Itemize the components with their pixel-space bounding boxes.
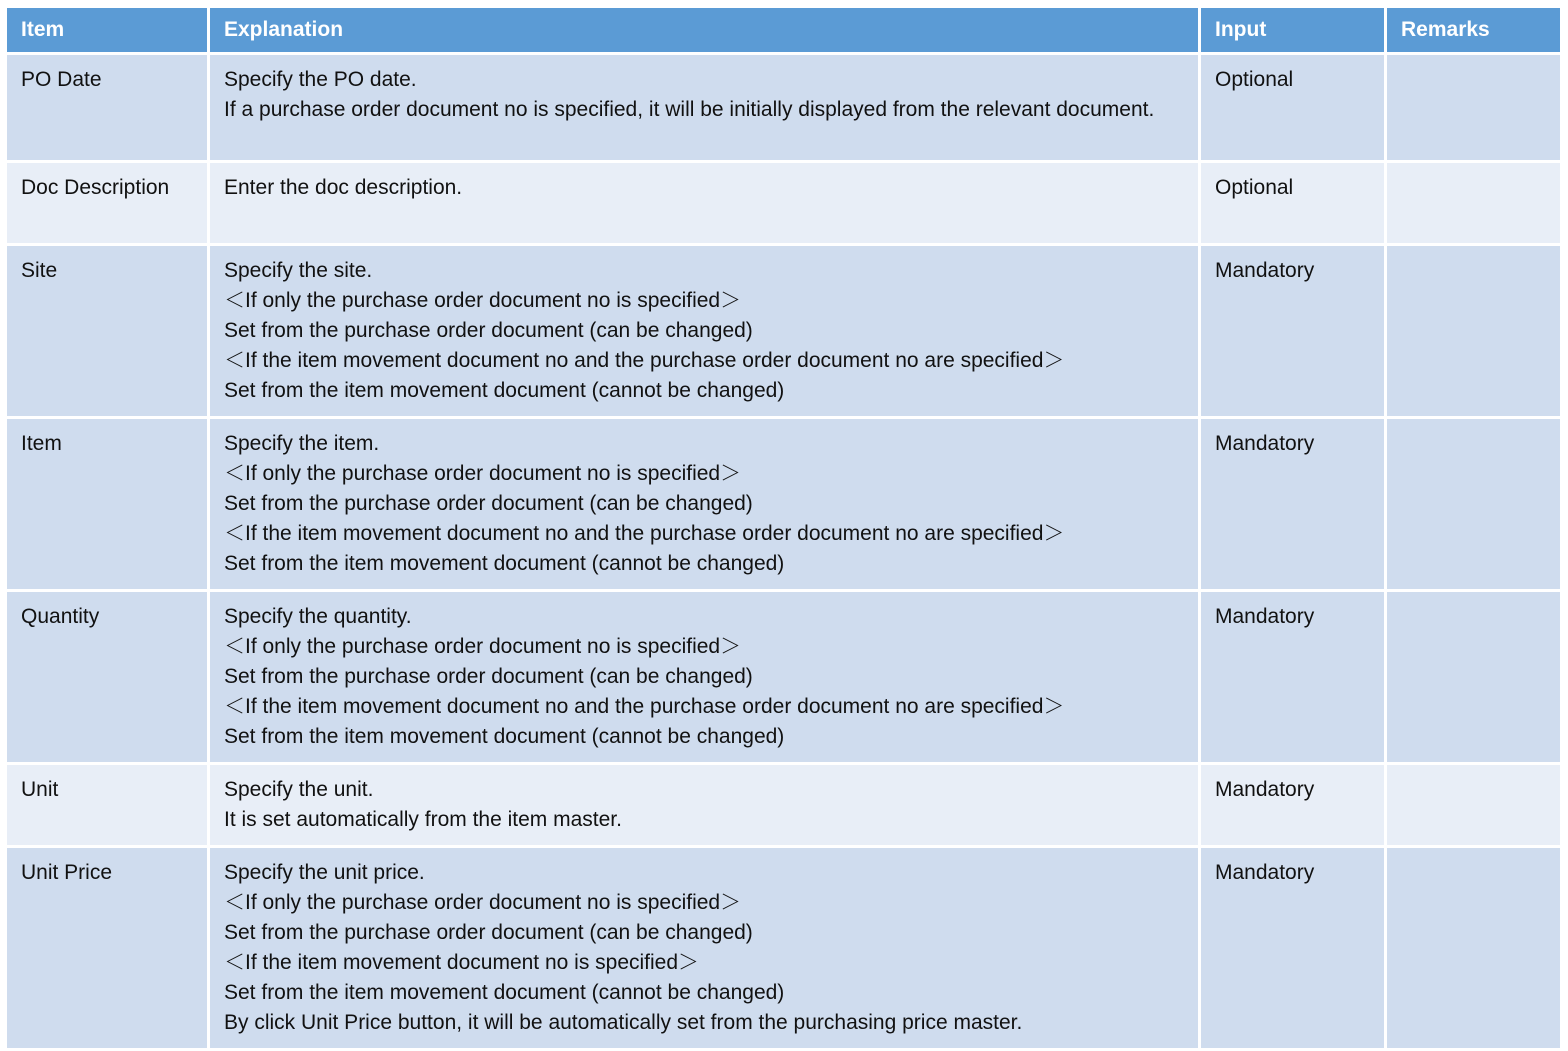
table-body <box>6 54 1562 1050</box>
item-cell: Site <box>6 245 209 418</box>
explanation-line: Set from the purchase order document (can be changed) <box>224 319 753 342</box>
table-row <box>6 591 1562 764</box>
table-row <box>6 847 1562 1050</box>
header-input: Input <box>1200 7 1386 54</box>
item-cell: Unit Price <box>6 847 209 1050</box>
explanation-cell <box>209 591 1200 764</box>
remarks-cell <box>1386 245 1562 418</box>
explanation-line: Specify the site. <box>224 259 373 282</box>
explanation-cell <box>209 847 1200 1050</box>
explanation-line: ＜If only the purchase order document no is specified＞ <box>224 635 742 658</box>
header-remarks: Remarks <box>1386 7 1562 54</box>
explanation-line: Specify the item. <box>224 432 380 455</box>
explanation-line: Enter the doc description. <box>224 176 463 199</box>
explanation-line: ＜If only the purchase order document no is specified＞ <box>224 891 742 914</box>
input-cell: Mandatory <box>1200 245 1386 418</box>
explanation-cell <box>209 54 1200 162</box>
header-explanation: Explanation <box>209 7 1200 54</box>
input-cell: Optional <box>1200 162 1386 245</box>
explanation-cell <box>209 245 1200 418</box>
explanation-line: Specify the quantity. <box>224 605 412 628</box>
explanation-line: ＜If the item movement document no and the purchase order document no are specified＞ <box>224 695 1065 718</box>
remarks-cell <box>1386 591 1562 764</box>
explanation-line: Specify the PO date. <box>224 68 417 91</box>
item-cell: Item <box>6 418 209 591</box>
item-cell: Quantity <box>6 591 209 764</box>
specification-table <box>4 5 1563 1051</box>
input-cell: Mandatory <box>1200 591 1386 764</box>
table-header <box>6 7 1562 54</box>
explanation-line: By click Unit Price button, it will be automatically set from the purchasing price master. <box>224 1011 1023 1034</box>
input-cell: Mandatory <box>1200 764 1386 847</box>
explanation-line: Specify the unit price. <box>224 861 425 884</box>
explanation-line: It is set automatically from the item master. <box>224 808 622 831</box>
explanation-cell <box>209 764 1200 847</box>
remarks-cell <box>1386 162 1562 245</box>
explanation-line: Set from the item movement document (cannot be changed) <box>224 725 785 748</box>
explanation-cell <box>209 162 1200 245</box>
table-row <box>6 162 1562 245</box>
table-row <box>6 418 1562 591</box>
remarks-cell <box>1386 764 1562 847</box>
input-cell: Mandatory <box>1200 847 1386 1050</box>
explanation-line: Set from the purchase order document (can be changed) <box>224 492 753 515</box>
input-cell: Mandatory <box>1200 418 1386 591</box>
explanation-cell <box>209 418 1200 591</box>
item-cell: Doc Description <box>6 162 209 245</box>
table-row <box>6 54 1562 162</box>
explanation-line: Set from the purchase order document (can be changed) <box>224 921 753 944</box>
explanation-line: Set from the item movement document (cannot be changed) <box>224 379 785 402</box>
explanation-line: ＜If the item movement document no and the purchase order document no are specified＞ <box>224 522 1065 545</box>
explanation-line: Specify the unit. <box>224 778 374 801</box>
explanation-line: ＜If the item movement document no and the purchase order document no are specified＞ <box>224 349 1065 372</box>
item-cell: PO Date <box>6 54 209 162</box>
explanation-line: Set from the purchase order document (can be changed) <box>224 665 753 688</box>
item-cell: Unit <box>6 764 209 847</box>
explanation-line: Set from the item movement document (cannot be changed) <box>224 552 785 575</box>
explanation-line: ＜If the item movement document no is specified＞ <box>224 951 700 974</box>
input-cell: Optional <box>1200 54 1386 162</box>
explanation-line: ＜If only the purchase order document no is specified＞ <box>224 289 742 312</box>
explanation-line: Set from the item movement document (cannot be changed) <box>224 981 785 1004</box>
remarks-cell <box>1386 847 1562 1050</box>
remarks-cell <box>1386 54 1562 162</box>
remarks-cell <box>1386 418 1562 591</box>
table-row <box>6 764 1562 847</box>
explanation-line: If a purchase order document no is specified, it will be initially displayed from the relevant document. <box>224 98 1155 121</box>
header-row <box>6 7 1562 54</box>
table-row <box>6 245 1562 418</box>
explanation-line: ＜If only the purchase order document no is specified＞ <box>224 462 742 485</box>
header-item: Item <box>6 7 209 54</box>
